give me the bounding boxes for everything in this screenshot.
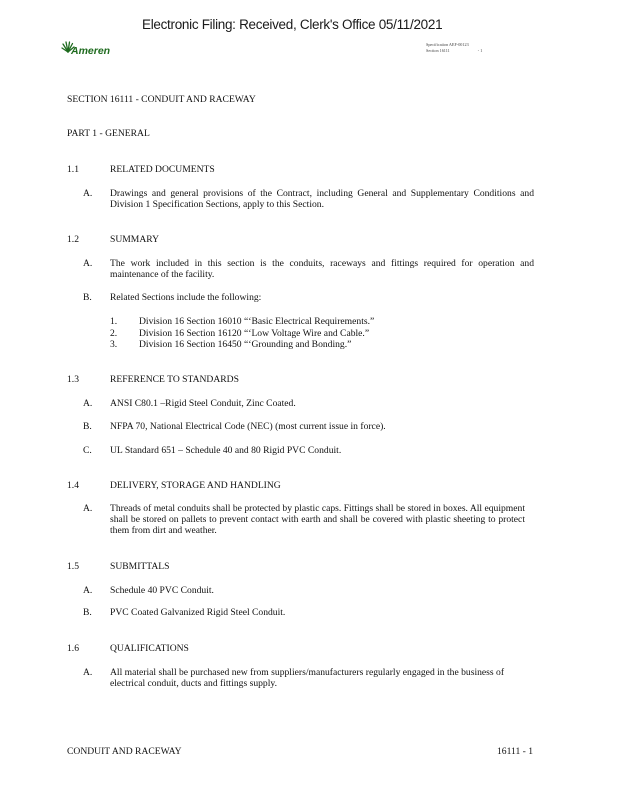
article-number: 1.6 [67,643,79,654]
paragraph-label: B. [83,292,92,303]
article-title: RELATED DOCUMENTS [110,164,215,175]
paragraph-text: Schedule 40 PVC Conduit. [110,585,214,596]
spec-line-2: Section 16111 - 1 [426,48,483,53]
paragraph-label: B. [83,607,92,618]
spec-reference [426,42,482,54]
list-item: Division 16 Section 16450 “‘Grounding and Bonding.” [139,339,352,350]
article-number: 1.4 [67,480,79,491]
list-item-number: 1. [110,316,118,327]
article-title: SUBMITTALS [110,561,170,572]
article-number: 1.1 [67,164,79,175]
paragraph-label: A. [83,188,93,199]
paragraph-label: A. [83,503,93,514]
article-number: 1.2 [67,234,79,245]
paragraph-label: C. [83,445,92,456]
article-number: 1.5 [67,561,79,572]
paragraph-text: All material shall be purchased new from suppliers/manufacturers regularly engaged in the business of electrical conduit, ducts and fittings supply. [110,667,505,690]
paragraph-text: The work included in this section is the conduits, raceways and fittings required for operation and maintenance of the facility. [110,258,534,281]
article-title: DELIVERY, STORAGE AND HANDLING [110,480,281,491]
paragraph-label: B. [83,421,92,432]
paragraph-text: PVC Coated Galvanized Rigid Steel Conduit. [110,607,286,618]
list-item-number: 3. [110,339,118,350]
paragraph-label: A. [83,585,93,596]
paragraph-text: UL Standard 651 – Schedule 40 and 80 Rigid PVC Conduit. [110,445,342,456]
paragraph-label: A. [83,667,93,678]
paragraph-label: A. [83,398,93,409]
spec-line-1: Specification AEF-00123 [426,42,469,47]
paragraph-text: Drawings and general provisions of the Contract, including General and Supplementary Conditions and Division 1 Specification Sections, apply to this Section. [110,188,534,211]
paragraph-text: NFPA 70, National Electrical Code (NEC) (most current issue in force). [110,421,386,432]
ameren-logo [60,40,120,62]
paragraph-text: Related Sections include the following: [110,292,262,303]
part-heading: PART 1 - GENERAL [67,128,150,139]
filing-stamp: Electronic Filing: Received, Clerk's Office 05/11/2021 [142,17,443,32]
list-item: Division 16 Section 16010 “‘Basic Electrical Requirements.” [139,316,375,327]
footer-left: CONDUIT AND RACEWAY [67,746,182,757]
paragraph-text: Threads of metal conduits shall be protected by plastic caps. Fittings shall be stored in boxes. All equipment shall be stored on pallets to prevent contact with earth and shall be covered with plastic sheeting to protect them from dirt and weather. [110,503,525,537]
paragraph-text: ANSI C80.1 –Rigid Steel Conduit, Zinc Coated. [110,398,296,409]
list-item: Division 16 Section 16120 “‘Low Voltage Wire and Cable.” [139,328,370,339]
article-number: 1.3 [67,374,79,385]
list-item-number: 2. [110,328,118,339]
paragraph-label: A. [83,258,93,269]
footer-page-number: 16111 - 1 [497,746,534,757]
article-title: SUMMARY [110,234,160,245]
article-title: QUALIFICATIONS [110,643,189,654]
logo-text: Ameren [71,45,111,57]
section-title: SECTION 16111 - CONDUIT AND RACEWAY [67,94,256,105]
article-title: REFERENCE TO STANDARDS [110,374,239,385]
